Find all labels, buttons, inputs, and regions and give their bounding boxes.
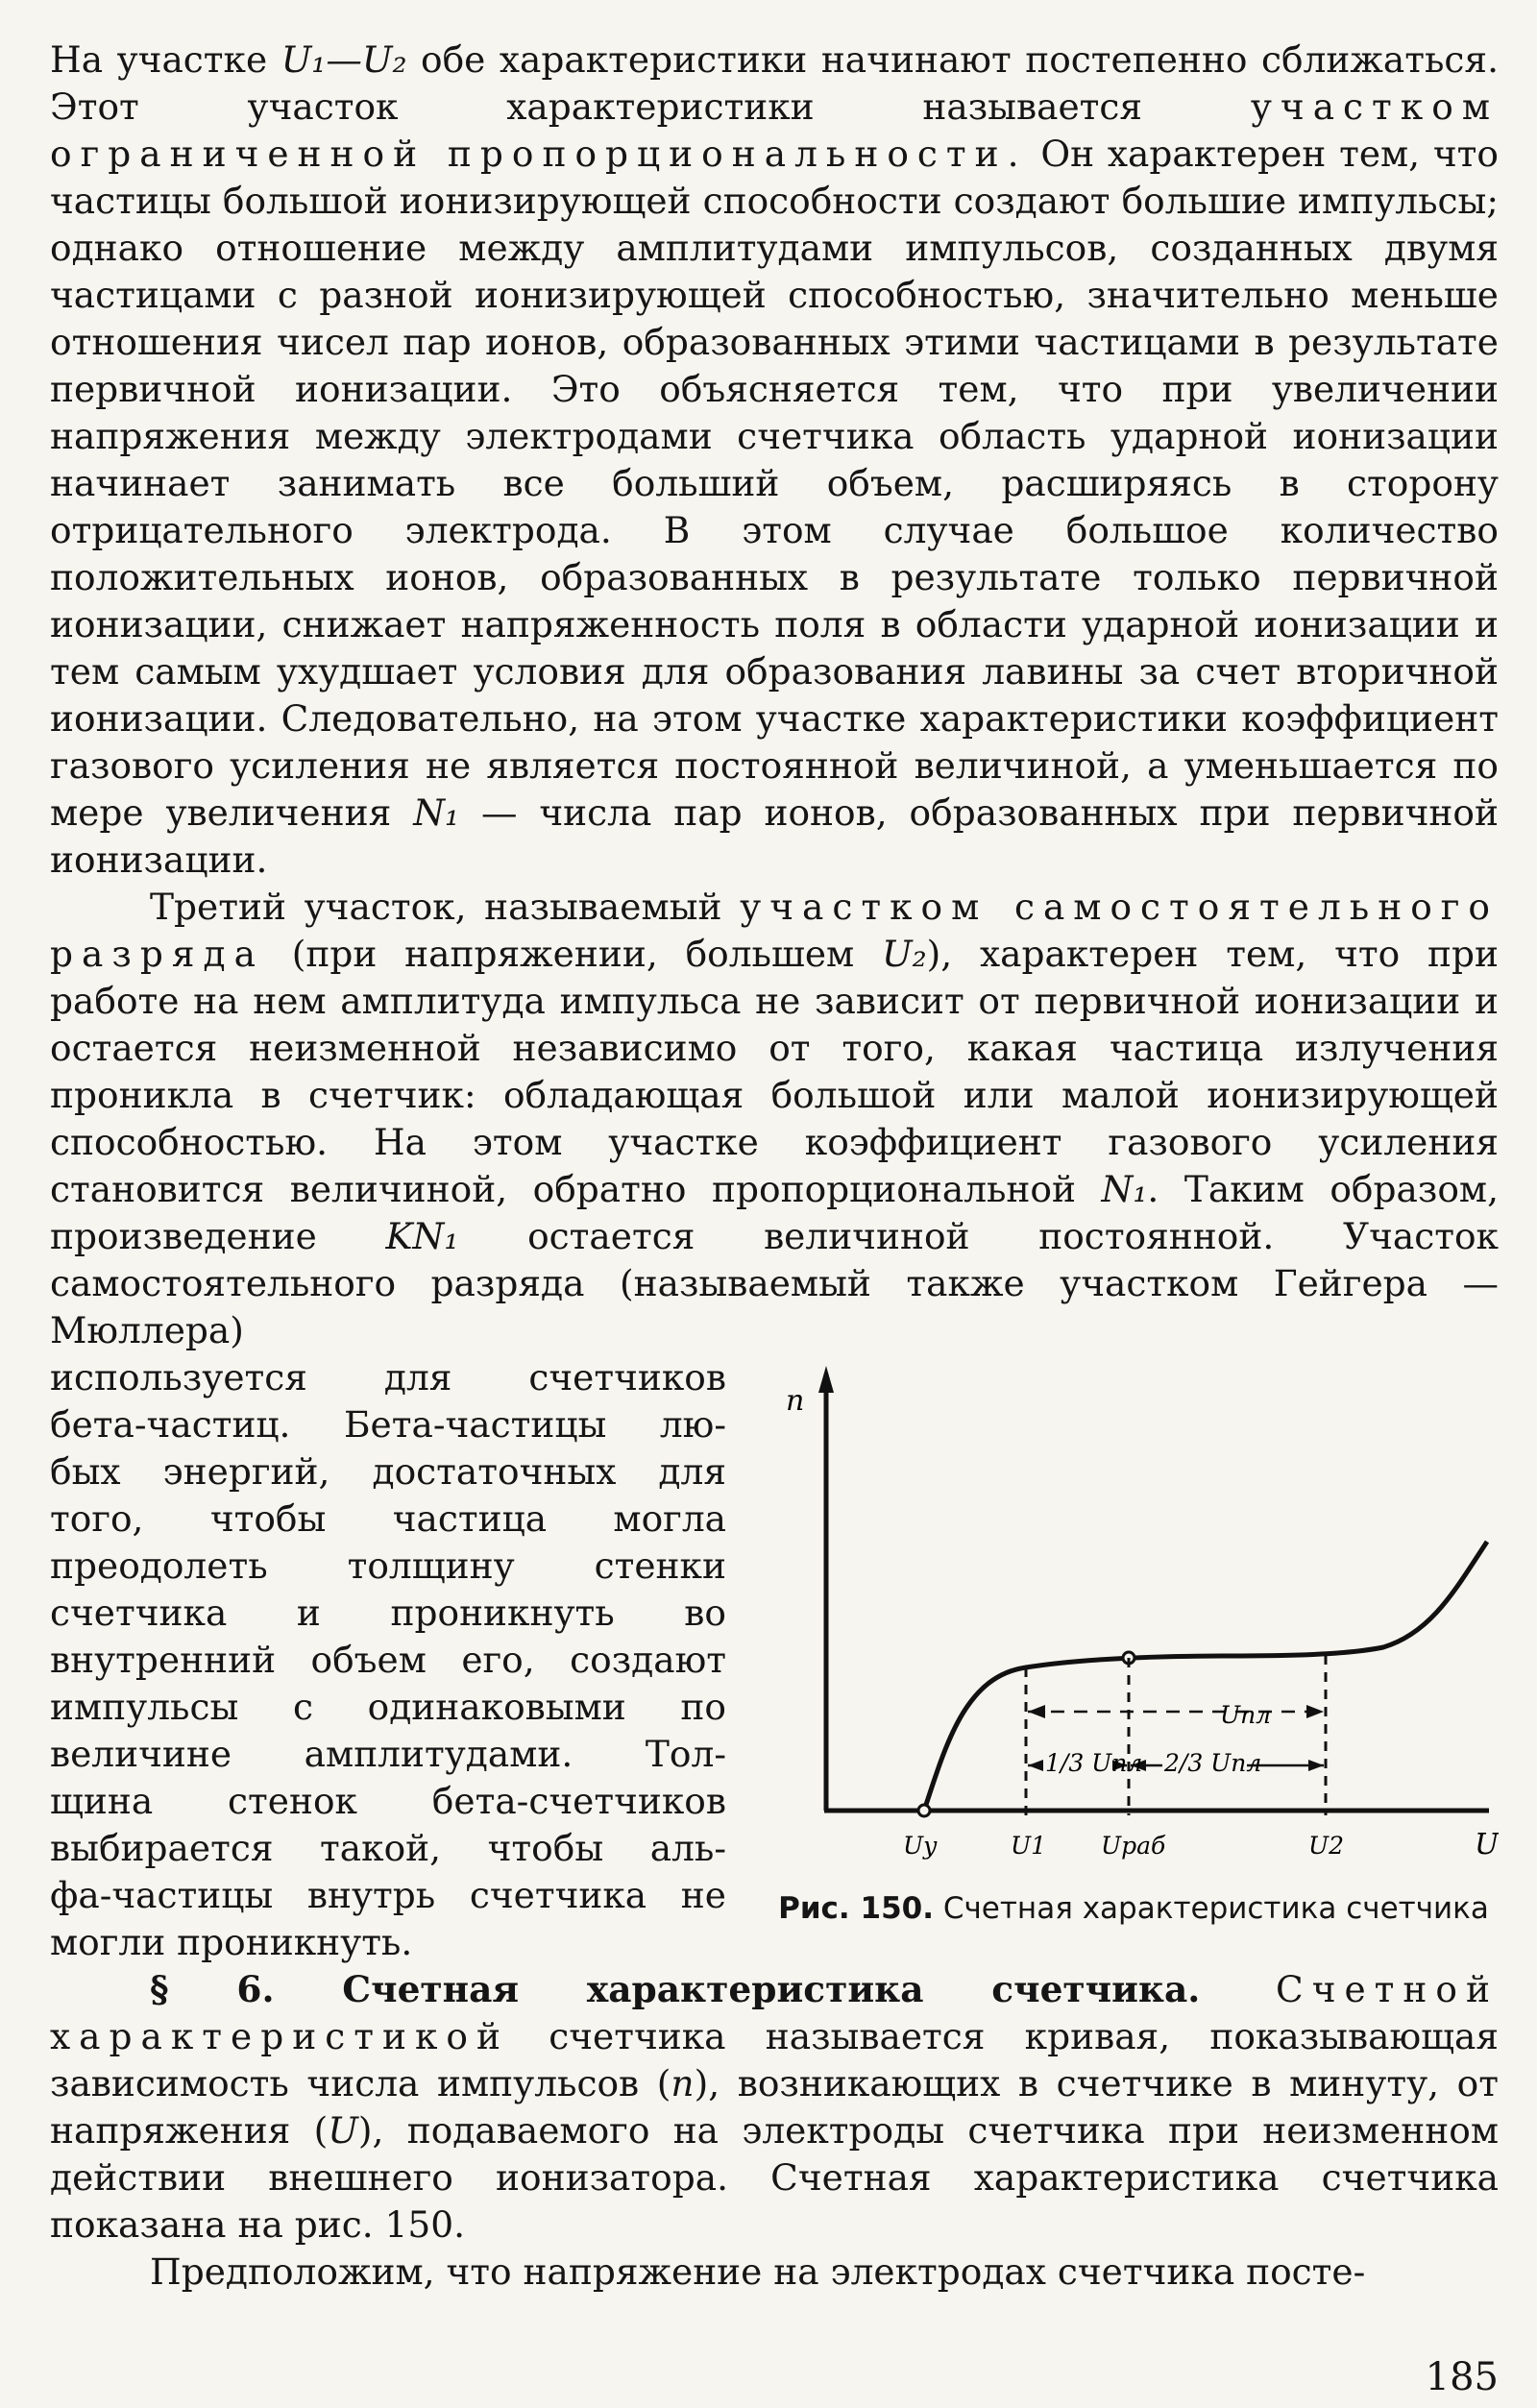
text: . Таким образом, произведение [50,1168,1499,1257]
spaced-term: участком ограниченной пропорциональности. [50,85,1499,175]
wrapped-line: того, чтобы частица могла [50,1497,726,1540]
text-figure-row [50,1354,1499,1966]
y-axis-arrow [818,1366,834,1393]
paragraph-1 [50,36,1499,884]
text: ), характерен тем, что при работе на нем амплитуда импульса не зависит от первичной ионизации и остается неизменной независимо от того, какая частица излучения проникла в счетчик: обладающая большой или малой ионизирующей способностью. На этом участке коэффициент газового усиления становится величиной, обратно пропорциональной [50,933,1499,1210]
dim-two-thirds-label: 2/3 Uпл [1164,1749,1262,1777]
y-axis-label: n [786,1384,805,1418]
text: Он характерен тем, что частицы большой ионизирующей способности создают большие импульсы; однако отношение между амплитудами импульсов, созданных двумя частицами с разной ионизирующей способностью, значительно меньше отношения чисел пар ионов, образованных этими частицами в результате первичной ионизации. Это объясняется тем, что при увеличении напряжения между электродами счетчика область ударной ионизации начинает занимать все больший объем, расширяясь в сторону отрицательного электрода. В этом случае большое количество положительных ионов, образованных в результате только первичной ионизации, снижает напряженность поля в области ударной ионизации и тем самым ухудшает условия для образования лавины за счет вторичной ионизации. Следовательно, на этом участке характеристики коэффициент газового усиления не является постоянной величиной, а уменьшается по мере увеличения [50,133,1499,834]
page-number: 185 [1425,2355,1499,2399]
caption-text: Счетная характеристика счетчика [933,1891,1489,1926]
x-axis-label: U [1475,1828,1499,1861]
symbol-kn1: KN₁ [385,1215,459,1257]
arrow [1028,1705,1045,1718]
symbol-n: n [671,2062,695,2104]
tick-uwork: Uраб [1101,1832,1166,1860]
wrapped-line: фа-частицы внутрь счетчика не [50,1874,726,1916]
paragraph-4: Предположим, что напряжение на электродах счетчика посте- [150,2250,1366,2293]
figure-caption [768,1890,1499,1927]
text: (при напряжении, большем [263,933,882,975]
symbol-n1: N₁ [413,791,460,834]
paragraph-3 [50,1966,1499,2249]
text: обе характеристики начинают постепенно сближаться. Этот участок характеристики называется [50,38,1499,128]
counting-characteristic-chart [768,1364,1499,1883]
symbol-u2: U₂ [882,933,927,975]
paragraph-2 [50,884,1499,1354]
text: На участке [50,38,281,81]
arrow [1308,1760,1324,1771]
wrapped-line: величине амплитудами. Тол- [50,1733,726,1775]
wrapped-line: выбирается такой, чтобы аль- [50,1827,726,1869]
wrapped-line: счетчика и проникнуть во [50,1592,726,1634]
text: ), возникающих в счетчике в минуту, от напряжения ( [50,2062,1499,2152]
text: счетчика называется кривая, показывающая зависимость числа импульсов ( [50,2015,1499,2104]
arrow [1306,1705,1324,1718]
section-heading: § 6. Счетная характеристика счетчика. [150,1968,1201,2010]
text: — числа пар ионов, образованных при первичной ионизации. [50,791,1499,881]
text: ), подаваемого на электроды счетчика при неизменном действии внешнего ионизатора. Счетная характеристика счетчика показана на рис. 150. [50,2109,1499,2246]
tick-u2: U2 [1308,1832,1344,1860]
point-uy [918,1805,930,1816]
wrapped-line: внутренний объем его, создают [50,1639,726,1681]
symbol-n1: N₁ [1101,1168,1148,1210]
arrow [1028,1760,1043,1771]
text: Третий участок, называемый [150,886,741,928]
tick-uy: Uy [903,1832,938,1860]
spaced-term: участком самостоятельного разряда [50,886,1500,975]
page-body [50,36,1499,2296]
tick-u1: U1 [1011,1832,1046,1860]
wrapped-line: бых энергий, достаточных для [50,1450,726,1493]
text: остается величиной постоянной. Участок самостоятельного разряда (называемый также участком Гейгера — Мюллера) [50,1215,1499,1351]
spaced-term: Счетной характеристикой [50,1968,1499,2057]
dim-third-label: 1/3 Uпл [1045,1749,1143,1777]
wrapped-line: бета-частиц. Бета-частицы лю- [50,1403,726,1446]
wrapped-line: могли проникнуть. [50,1921,413,1963]
symbol-u: U [328,2109,358,2152]
dim-upl-label: Uпл [1220,1701,1272,1729]
caption-number: Рис. 150. [778,1891,934,1926]
wrapped-line: щина стенок бета-счетчиков [50,1780,726,1822]
wrapped-line: преодолеть толщину стенки [50,1545,726,1587]
symbol-u1-u2: U₁—U₂ [281,38,407,81]
wrapped-line: импульсы с одинаковыми по [50,1686,726,1728]
figure-150 [768,1364,1499,1927]
wrapped-column [50,1354,726,1966]
wrapped-line: используется для счетчиков [50,1356,726,1399]
